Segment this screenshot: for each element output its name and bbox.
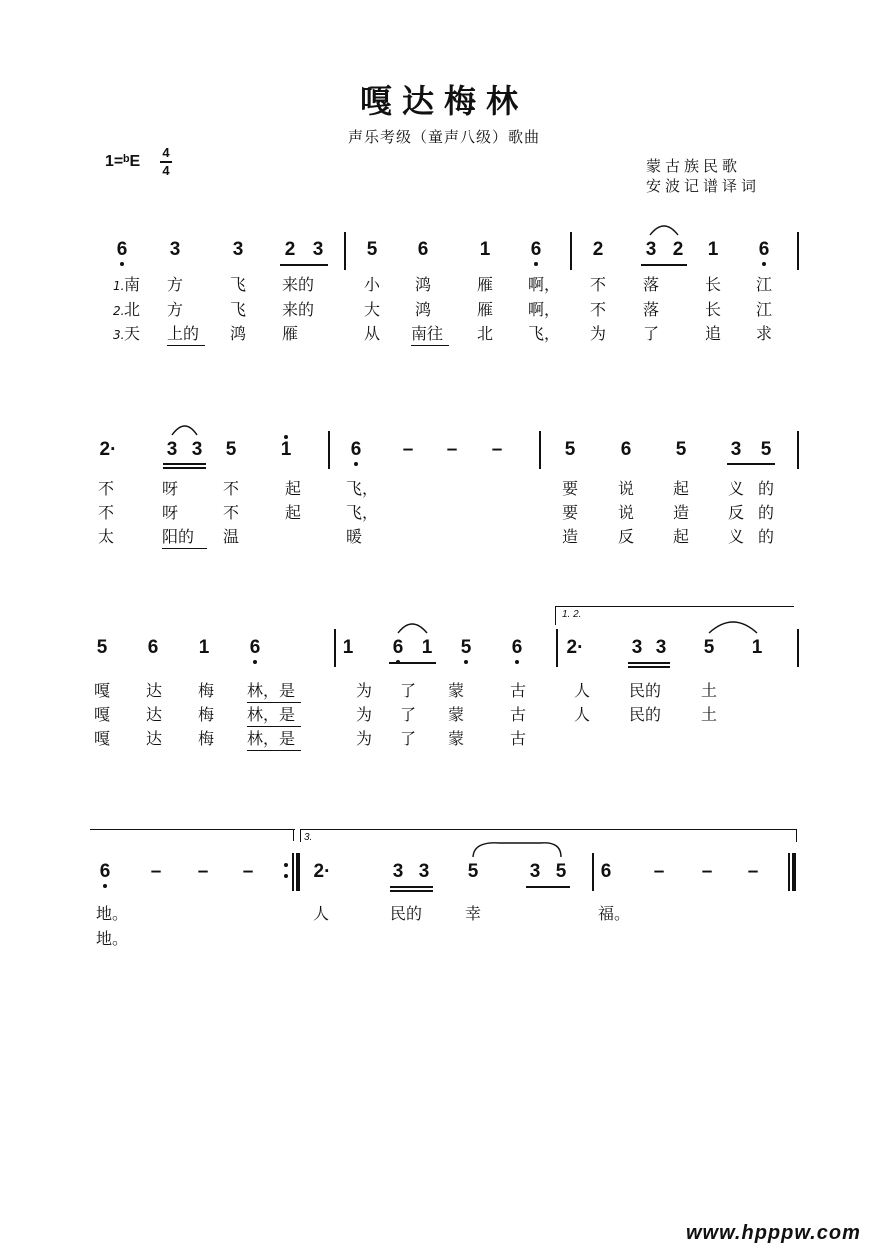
note: 2 — [284, 239, 296, 260]
lyric: 上的 — [167, 324, 200, 343]
lyric: 大 — [364, 300, 381, 319]
lyric: 雁 — [477, 275, 494, 294]
dash: – — [197, 861, 209, 882]
watermark: www.hpppw.com — [686, 1222, 861, 1244]
dash: – — [402, 439, 414, 460]
note: 1 — [479, 239, 491, 260]
dash: – — [747, 861, 759, 882]
note: 6 — [417, 239, 429, 260]
note: 6 — [243, 637, 267, 659]
note: 2 — [592, 239, 604, 260]
lyric: 不 — [590, 275, 607, 294]
lyric: 江 — [756, 300, 773, 319]
lyric: 蒙 — [448, 705, 465, 724]
lyric: 北 — [124, 300, 141, 319]
lyric: 南往 — [411, 324, 444, 343]
dash: – — [446, 439, 458, 460]
lyric: 啊， — [528, 300, 561, 319]
lyric: 不 — [98, 503, 115, 522]
lyric: 说 — [618, 479, 635, 498]
lyric: 来的 — [282, 275, 315, 294]
lyric: 呀 — [162, 479, 179, 498]
lyric: 民的 — [629, 705, 662, 724]
lyric: 飞 — [230, 300, 247, 319]
note: 5 — [760, 439, 772, 460]
note: 6 — [386, 637, 410, 659]
dash: – — [491, 439, 503, 460]
lyric-verse-3-num: 3. — [113, 328, 125, 342]
lyric: 温 — [223, 527, 240, 546]
lyric: 小 — [364, 275, 381, 294]
note: 3 — [631, 637, 643, 658]
credit-arranger: 安波记谱译词 — [646, 177, 761, 195]
lyric: 造 — [562, 527, 579, 546]
lyric: 从 — [364, 324, 381, 343]
lyric: 人 — [313, 904, 330, 923]
note: 6 — [505, 637, 529, 659]
note: 5 — [564, 439, 576, 460]
lyric: 造 — [673, 503, 690, 522]
lyric: 雁 — [477, 300, 494, 319]
lyric: 民的 — [629, 681, 662, 700]
lyric: 林，是 — [247, 705, 296, 724]
lyric: 不 — [98, 479, 115, 498]
lyric: 啊， — [528, 275, 561, 294]
note: 1 — [342, 637, 354, 658]
volta-label: 3. — [304, 832, 313, 843]
lyric: 起 — [673, 479, 690, 498]
lyric: 幸 — [465, 904, 482, 923]
lyric: 义 — [728, 479, 745, 498]
lyric: 江 — [756, 275, 773, 294]
lyric: 要 — [562, 503, 579, 522]
slur — [709, 622, 757, 633]
lyric: 梅 — [198, 705, 215, 724]
note: 3 — [169, 239, 181, 260]
note: 2· — [99, 439, 117, 460]
lyric: 林，是 — [247, 729, 296, 748]
lyric: 南 — [124, 275, 141, 294]
time-sig-bottom: 4 — [162, 162, 170, 178]
lyric: 为 — [356, 681, 373, 700]
dash: – — [150, 861, 162, 882]
lyric: 为 — [590, 324, 607, 343]
lyric: 反 — [728, 503, 745, 522]
lyric: 说 — [618, 503, 635, 522]
lyric: 土 — [701, 681, 718, 700]
note: 6 — [344, 439, 368, 461]
lyric: 土 — [701, 705, 718, 724]
lyric: 太 — [98, 527, 115, 546]
note: 5 — [225, 439, 237, 460]
lyric: 达 — [146, 705, 163, 724]
lyric: 起 — [285, 479, 302, 498]
note: 5 — [96, 637, 108, 658]
lyric: 长 — [705, 300, 722, 319]
note: 2 — [672, 239, 684, 260]
note: 5 — [467, 861, 479, 882]
lyric: 追 — [705, 324, 722, 343]
lyric: 不 — [223, 503, 240, 522]
note: 5 — [555, 861, 567, 882]
lyric: 要 — [562, 479, 579, 498]
lyric: 地。 — [96, 904, 129, 923]
note: 3 — [529, 861, 541, 882]
lyric: 为 — [356, 705, 373, 724]
note: 1 — [421, 637, 433, 658]
volta-label: 1. 2. — [562, 609, 582, 620]
lyric: 达 — [146, 681, 163, 700]
note: 2· — [566, 637, 584, 658]
note: 3 — [312, 239, 324, 260]
lyric: 蒙 — [448, 681, 465, 700]
note: 2· — [313, 861, 331, 882]
lyric: 梅 — [198, 729, 215, 748]
slur — [398, 624, 427, 633]
song-title: 嘎达梅林 — [359, 82, 528, 120]
note: 6 — [524, 239, 548, 261]
lyric: 古 — [510, 681, 527, 700]
note: 1 — [198, 637, 210, 658]
credit-origin: 蒙古族民歌 — [646, 157, 742, 175]
lyric: 的 — [758, 527, 775, 546]
note: 5 — [366, 239, 378, 260]
lyric: 起 — [285, 503, 302, 522]
lyric: 求 — [756, 324, 773, 343]
lyric: 达 — [146, 729, 163, 748]
song-subtitle: 声乐考级（童声八级）歌曲 — [347, 128, 540, 146]
slur — [473, 843, 561, 857]
note: 6 — [752, 239, 776, 261]
note: 6 — [110, 239, 134, 261]
note: 5 — [454, 637, 478, 659]
lyric: 飞， — [346, 479, 379, 498]
lyric: 飞 — [230, 275, 247, 294]
dash: – — [242, 861, 254, 882]
lyric: 地。 — [96, 929, 129, 948]
note: 5 — [703, 637, 715, 658]
lyric: 飞， — [346, 503, 379, 522]
note: 3 — [232, 239, 244, 260]
lyric-verse-1-num: 1. — [113, 279, 125, 293]
lyric: 了 — [400, 681, 417, 700]
dash: – — [701, 861, 713, 882]
lyric: 方 — [167, 300, 184, 319]
note: 3 — [655, 637, 667, 658]
note: 3 — [191, 439, 203, 460]
lyric: 落 — [643, 300, 660, 319]
lyric: 义 — [728, 527, 745, 546]
note: 6 — [620, 439, 632, 460]
lyric: 林，是 — [247, 681, 296, 700]
note: 6 — [147, 637, 159, 658]
note: 1 — [274, 439, 298, 461]
lyric: 嘎 — [94, 729, 111, 748]
lyric: 梅 — [198, 681, 215, 700]
lyric: 鸿 — [415, 300, 432, 319]
lyric: 不 — [590, 300, 607, 319]
lyric: 不 — [223, 479, 240, 498]
time-sig-top: 4 — [162, 145, 170, 160]
lyric: 呀 — [162, 503, 179, 522]
note: 3 — [418, 861, 430, 882]
note: 6 — [93, 861, 117, 883]
lyric: 阳的 — [162, 527, 195, 546]
lyric: 古 — [510, 705, 527, 724]
lyric: 古 — [510, 729, 527, 748]
lyric: 了 — [400, 729, 417, 748]
note: 3 — [730, 439, 742, 460]
note: 1 — [751, 637, 763, 658]
lyric: 长 — [705, 275, 722, 294]
lyric: 起 — [673, 527, 690, 546]
lyric: 嘎 — [94, 705, 111, 724]
lyric: 为 — [356, 729, 373, 748]
lyric: 落 — [643, 275, 660, 294]
note: 3 — [166, 439, 178, 460]
key-signature: 1=ᵇE — [105, 153, 141, 170]
lyric: 反 — [618, 527, 635, 546]
note: 1 — [707, 239, 719, 260]
dash: – — [653, 861, 665, 882]
lyric: 暖 — [346, 527, 363, 546]
lyric: 飞， — [528, 324, 561, 343]
lyric: 的 — [758, 503, 775, 522]
lyric: 嘎 — [94, 681, 111, 700]
lyric: 了 — [400, 705, 417, 724]
lyric: 福。 — [598, 904, 631, 923]
lyric: 了 — [643, 324, 660, 343]
lyric: 的 — [758, 479, 775, 498]
lyric: 人 — [574, 681, 591, 700]
lyric: 天 — [124, 324, 141, 343]
lyric: 雁 — [282, 324, 299, 343]
lyric: 北 — [477, 324, 494, 343]
lyric: 民的 — [390, 904, 423, 923]
slur — [650, 226, 678, 235]
lyric: 来的 — [282, 300, 315, 319]
note: 5 — [675, 439, 687, 460]
note: 3 — [645, 239, 657, 260]
lyric: 人 — [574, 705, 591, 724]
note: 3 — [392, 861, 404, 882]
note: 6 — [600, 861, 612, 882]
lyric: 方 — [167, 275, 184, 294]
lyric-verse-2-num: 2. — [113, 304, 125, 318]
lyric: 鸿 — [415, 275, 432, 294]
lyric: 鸿 — [230, 324, 247, 343]
lyric: 蒙 — [448, 729, 465, 748]
slur — [172, 426, 197, 435]
